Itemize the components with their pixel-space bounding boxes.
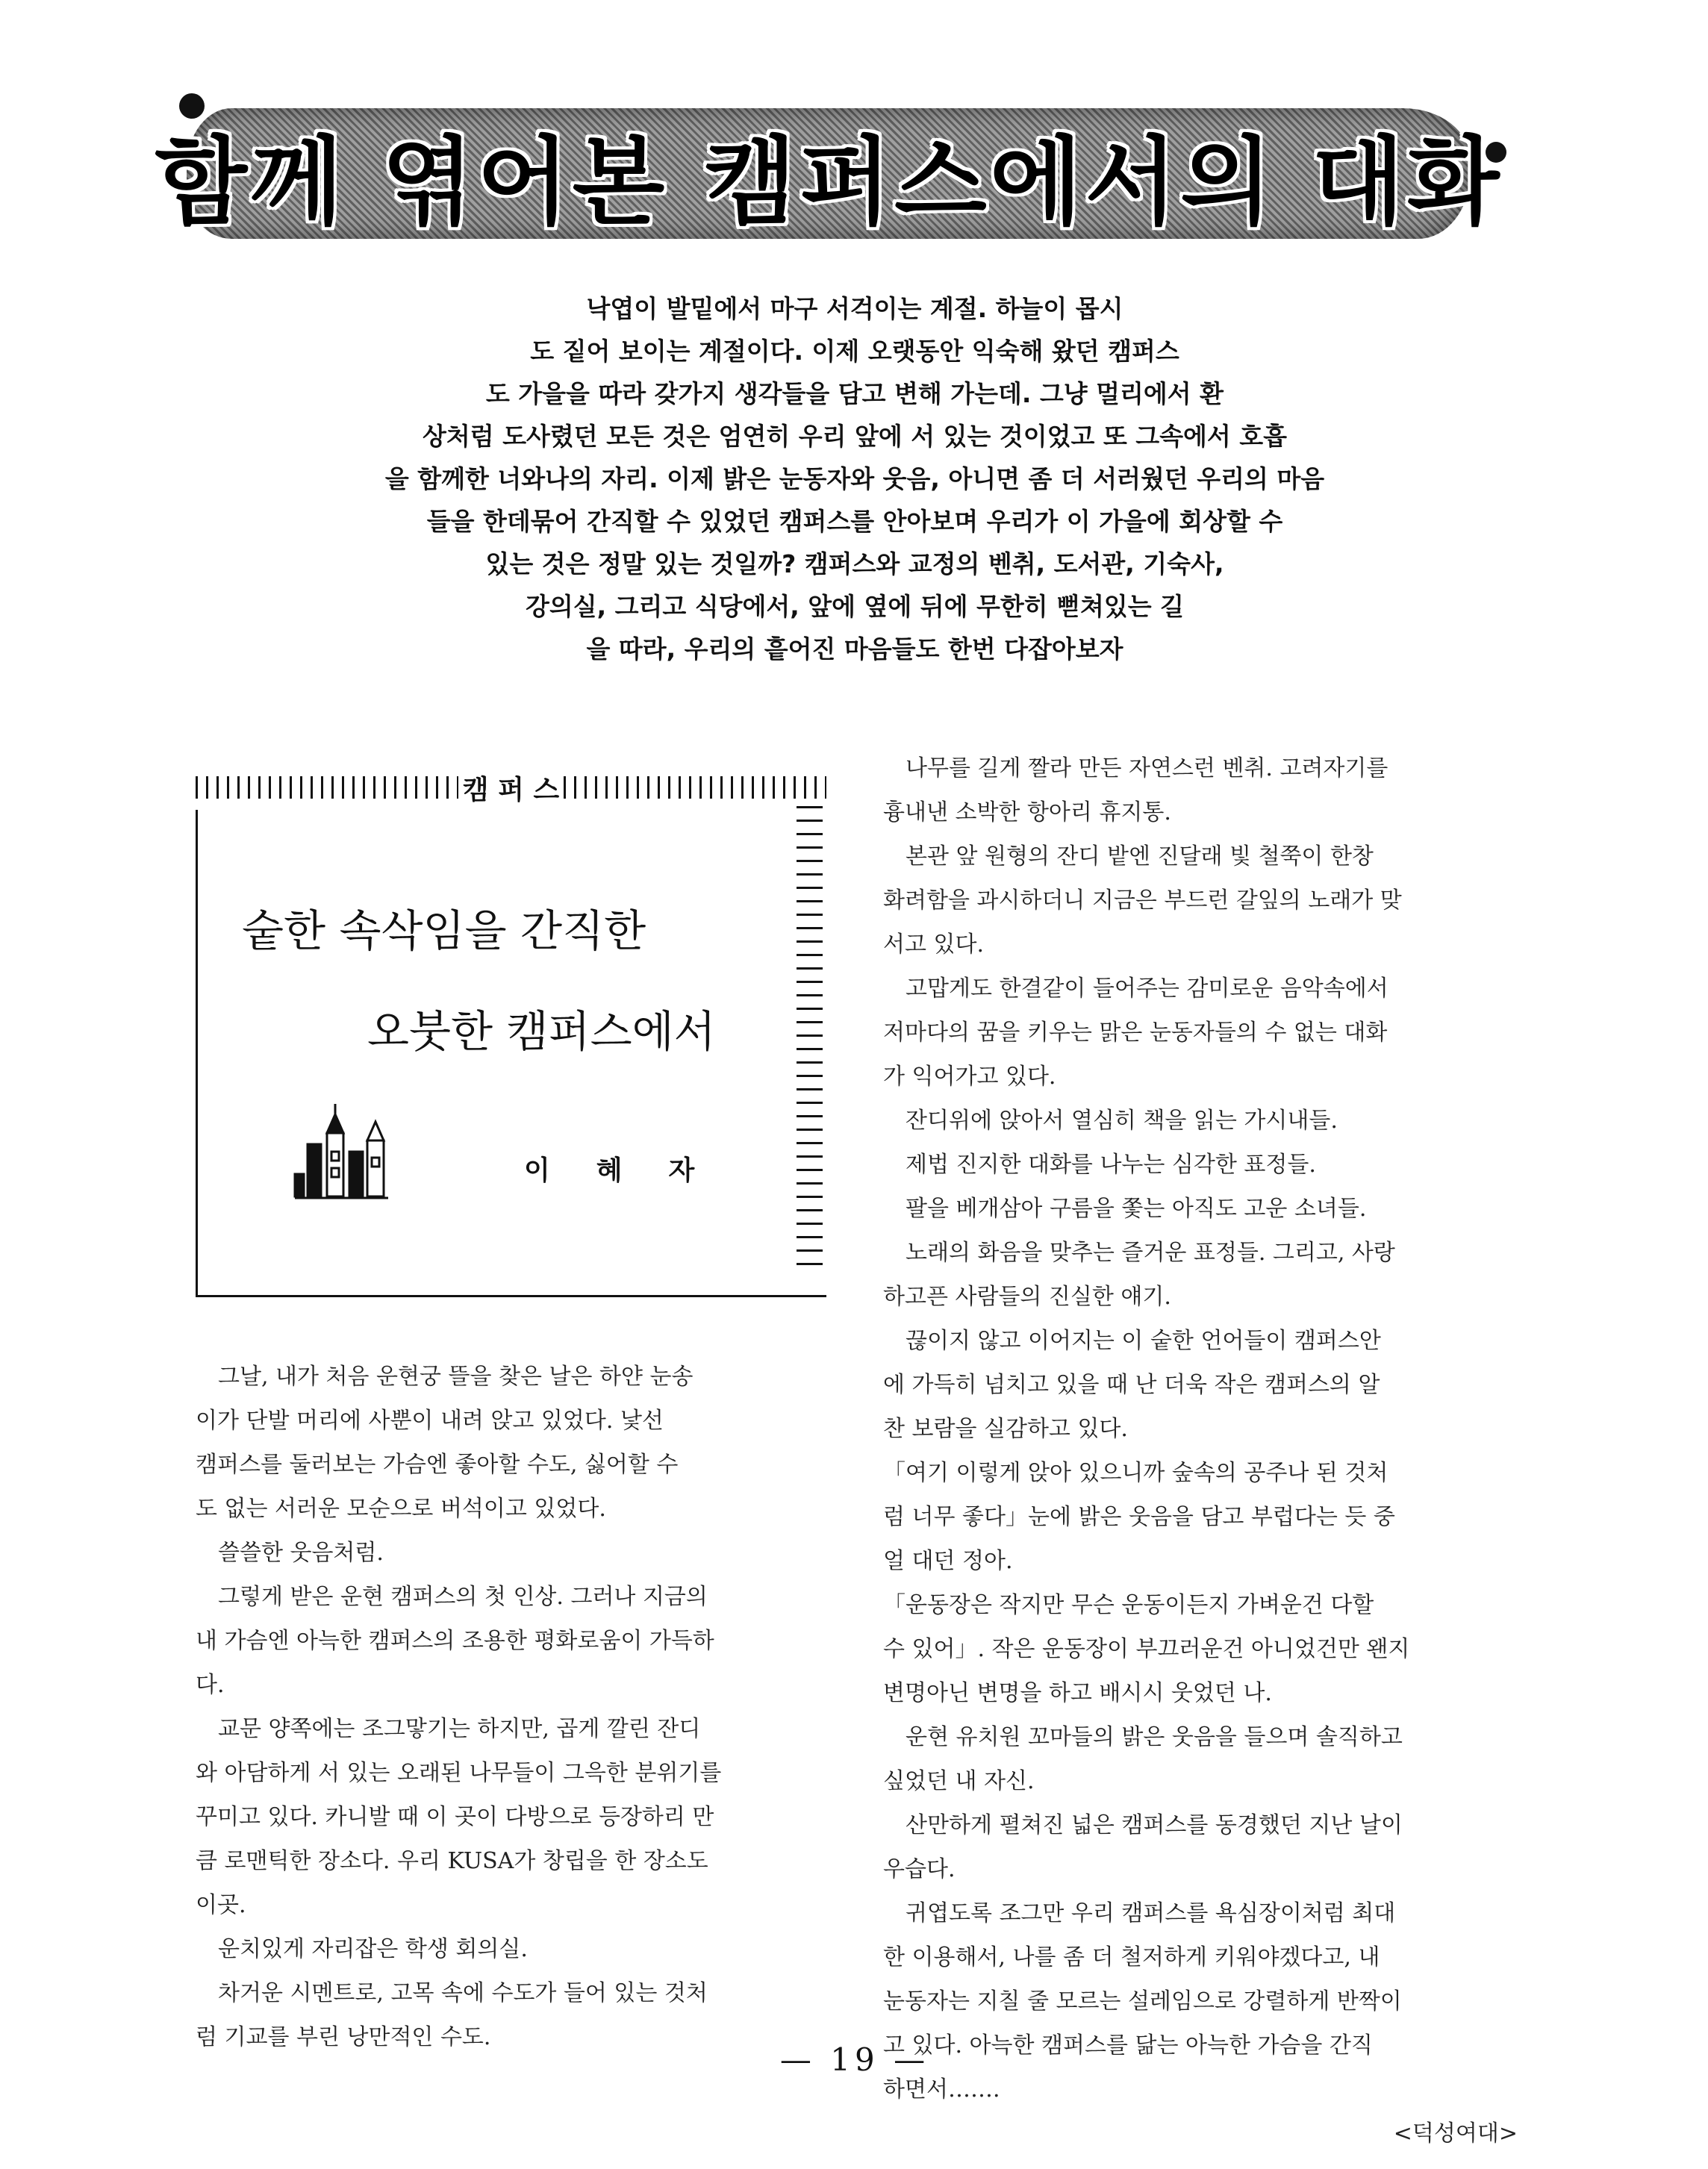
text-line: 찬 보람을 실감하고 있다. xyxy=(883,1416,1128,1442)
text-line: 캠퍼스를 둘러보는 가슴엔 좋아할 수도, 싫어할 수 xyxy=(196,1452,679,1478)
text-line: 나무를 길게 짤라 만든 자연스런 벤취. 고려자기를 xyxy=(883,755,1388,781)
text-line: 하고픈 사람들의 진실한 얘기. xyxy=(883,1284,1171,1310)
text-line: 변명아닌 변명을 하고 배시시 웃었던 나. xyxy=(883,1680,1272,1706)
text-line: 고 있다. 아늑한 캠퍼스를 닮는 아늑한 가슴을 간직 xyxy=(883,2032,1373,2059)
text-line: 잔디위에 앉아서 열심히 책을 읽는 가시내들. xyxy=(883,1108,1338,1134)
text-line: 수 있어」. 작은 운동장이 부끄러운건 아니었건만 왠지 xyxy=(883,1636,1410,1662)
text-line: 럼 기교를 부린 낭만적인 수도. xyxy=(196,2024,491,2050)
text-line: 운치있게 자리잡은 학생 회의실. xyxy=(196,1936,528,1962)
text-line: 교문 양쪽에는 조그맣기는 하지만, 곱게 깔린 잔디 xyxy=(196,1716,701,1742)
right-column-text xyxy=(883,746,1525,2112)
tick-border xyxy=(797,806,823,1276)
text-line: 럼 너무 좋다」눈에 밝은 웃음을 담고 부럽다는 듯 중 xyxy=(883,1504,1395,1530)
box-header xyxy=(196,773,826,805)
tick-border xyxy=(196,776,458,799)
text-line: 하면서……. xyxy=(883,2076,1000,2103)
text-line: 본관 앞 원형의 잔디 밭엔 진달래 빛 철쭉이 한창 xyxy=(883,843,1374,870)
author-affiliation: <덕성여대> xyxy=(1393,2120,1518,2147)
text-line: 한 이용해서, 나를 좀 더 철저하게 키워야겠다고, 내 xyxy=(883,1944,1380,1970)
intro-line: 을 따라, 우리의 흩어진 마음들도 한번 다잡아보자 xyxy=(586,634,1123,664)
article-subheadline: 오붓한 캠퍼스에서 xyxy=(367,1006,716,1057)
text-line: 눈동자는 지칠 줄 모르는 설레임으로 강렬하게 반짝이 xyxy=(883,1988,1402,2014)
intro-line: 을 함께한 너와나의 자리. 이제 밝은 눈동자와 웃음, 아니면 좀 더 서러웠던 우리의 마음 xyxy=(384,464,1325,493)
text-line: 우습다. xyxy=(883,1856,956,1882)
text-line: 큼 로맨틱한 장소다. 우리 KUSA가 창립을 한 장소도 xyxy=(196,1848,708,1874)
text-line: 운현 유치원 꼬마들의 밝은 웃음을 들으며 솔직하고 xyxy=(883,1724,1403,1750)
intro-line: 있는 것은 정말 있는 것일까? 캠퍼스와 교정의 벤취, 도서관, 기숙사, xyxy=(485,549,1224,578)
left-column xyxy=(196,1355,834,2059)
text-line: 화려함을 과시하더니 지금은 부드런 갈잎의 노래가 맞 xyxy=(883,887,1402,914)
text-line: 그날, 내가 처음 운현궁 뜰을 찾은 날은 하얀 눈송 xyxy=(196,1364,694,1390)
text-line: 흉내낸 소박한 항아리 휴지통. xyxy=(883,799,1171,826)
text-line: 고맙게도 한결같이 들어주는 감미로운 음악속에서 xyxy=(883,976,1388,1002)
text-line: 이가 단발 머리에 사뿐이 내려 앉고 있었다. 낯선 xyxy=(196,1408,664,1434)
tick-border xyxy=(564,776,826,799)
text-line: 와 아담하게 서 있는 오래된 나무들이 그윽한 분위기를 xyxy=(196,1760,722,1786)
text-line: 이곳. xyxy=(196,1892,246,1918)
intro-line: 도 가을을 따라 갖가지 생각들을 담고 변해 가는데. 그냥 멀리에서 환 xyxy=(485,379,1224,408)
text-line: 그렇게 받은 운현 캠퍼스의 첫 인상. 그러나 지금의 xyxy=(196,1584,708,1610)
campus-column-box xyxy=(196,773,826,1295)
intro-paragraph xyxy=(314,287,1396,670)
intro-line: 들을 한데묶어 간직할 수 있었던 캠퍼스를 안아보며 우리가 이 가을에 회상할 수 xyxy=(426,507,1283,536)
text-line: 팔을 베개삼아 구름을 쫓는 아직도 고운 소녀들. xyxy=(883,1196,1367,1222)
text-line: 산만하게 펼쳐진 넓은 캠퍼스를 동경했던 지난 날이 xyxy=(883,1812,1403,1838)
page-title: 함께 엮어본 캠퍼스에서의 대화 xyxy=(155,126,1503,238)
text-line: 제법 진지한 대화를 나누는 심각한 표정들. xyxy=(883,1152,1316,1178)
intro-line: 도 짙어 보이는 계절이다. 이제 오랫동안 익숙해 왔던 캠퍼스 xyxy=(530,337,1179,366)
right-column xyxy=(883,746,1525,2156)
text-line: 끊이지 않고 이어지는 이 숱한 언어들이 캠퍼스안 xyxy=(883,1328,1381,1354)
text-line: 「여기 이렇게 앉아 있으니까 숲속의 공주나 된 것처 xyxy=(883,1460,1388,1486)
text-line: 에 가득히 넘치고 있을 때 난 더욱 작은 캠퍼스의 알 xyxy=(883,1372,1380,1398)
intro-line: 상처럼 도사렸던 모든 것은 엄연히 우리 앞에 서 있는 것이었고 또 그속에서 호흡 xyxy=(423,422,1287,451)
building-illustration xyxy=(291,1099,392,1208)
text-line: 꾸미고 있다. 카니발 때 이 곳이 다방으로 등장하리 만 xyxy=(196,1804,714,1830)
intro-line: 강의실, 그리고 식당에서, 앞에 옆에 뒤에 무한히 뻗쳐있는 길 xyxy=(525,592,1185,621)
author-name: 이혜자 xyxy=(524,1155,741,1186)
box-label: 캠 퍼 스 xyxy=(462,774,560,805)
text-line: 서고 있다. xyxy=(883,931,984,958)
text-line: 얼 대던 정아. xyxy=(883,1548,1013,1574)
text-line: 저마다의 꿈을 키우는 맑은 눈동자들의 수 없는 대화 xyxy=(883,1020,1388,1046)
intro-line: 낙엽이 발밑에서 마구 서걱이는 계절. 하늘이 몹시 xyxy=(586,294,1123,323)
page-number: — 19 — xyxy=(779,2041,930,2078)
text-line: 「운동장은 작지만 무슨 운동이든지 가벼운건 다할 xyxy=(883,1592,1374,1618)
text-line: 싶었던 내 자신. xyxy=(883,1768,1035,1794)
title-banner xyxy=(155,108,1503,239)
article-headline: 숱한 속삭임을 간직한 xyxy=(242,905,646,956)
text-line: 내 가슴엔 아늑한 캠퍼스의 조용한 평화로움이 가득하 xyxy=(196,1628,714,1654)
text-line: 도 없는 서러운 모순으로 버석이고 있었다. xyxy=(196,1496,606,1522)
text-line: 귀엽도록 조그만 우리 캠퍼스를 욕심장이처럼 최대 xyxy=(883,1900,1396,1926)
text-line: 가 익어가고 있다. xyxy=(883,1064,1056,1090)
text-line: 쓸쓸한 웃음처럼. xyxy=(196,1540,384,1566)
text-line: 다. xyxy=(196,1672,225,1698)
text-line: 노래의 화음을 맞추는 즐거운 표정들. 그리고, 사랑 xyxy=(883,1240,1395,1266)
text-line: 차거운 시멘트로, 고목 속에 수도가 들어 있는 것처 xyxy=(196,1980,708,2006)
